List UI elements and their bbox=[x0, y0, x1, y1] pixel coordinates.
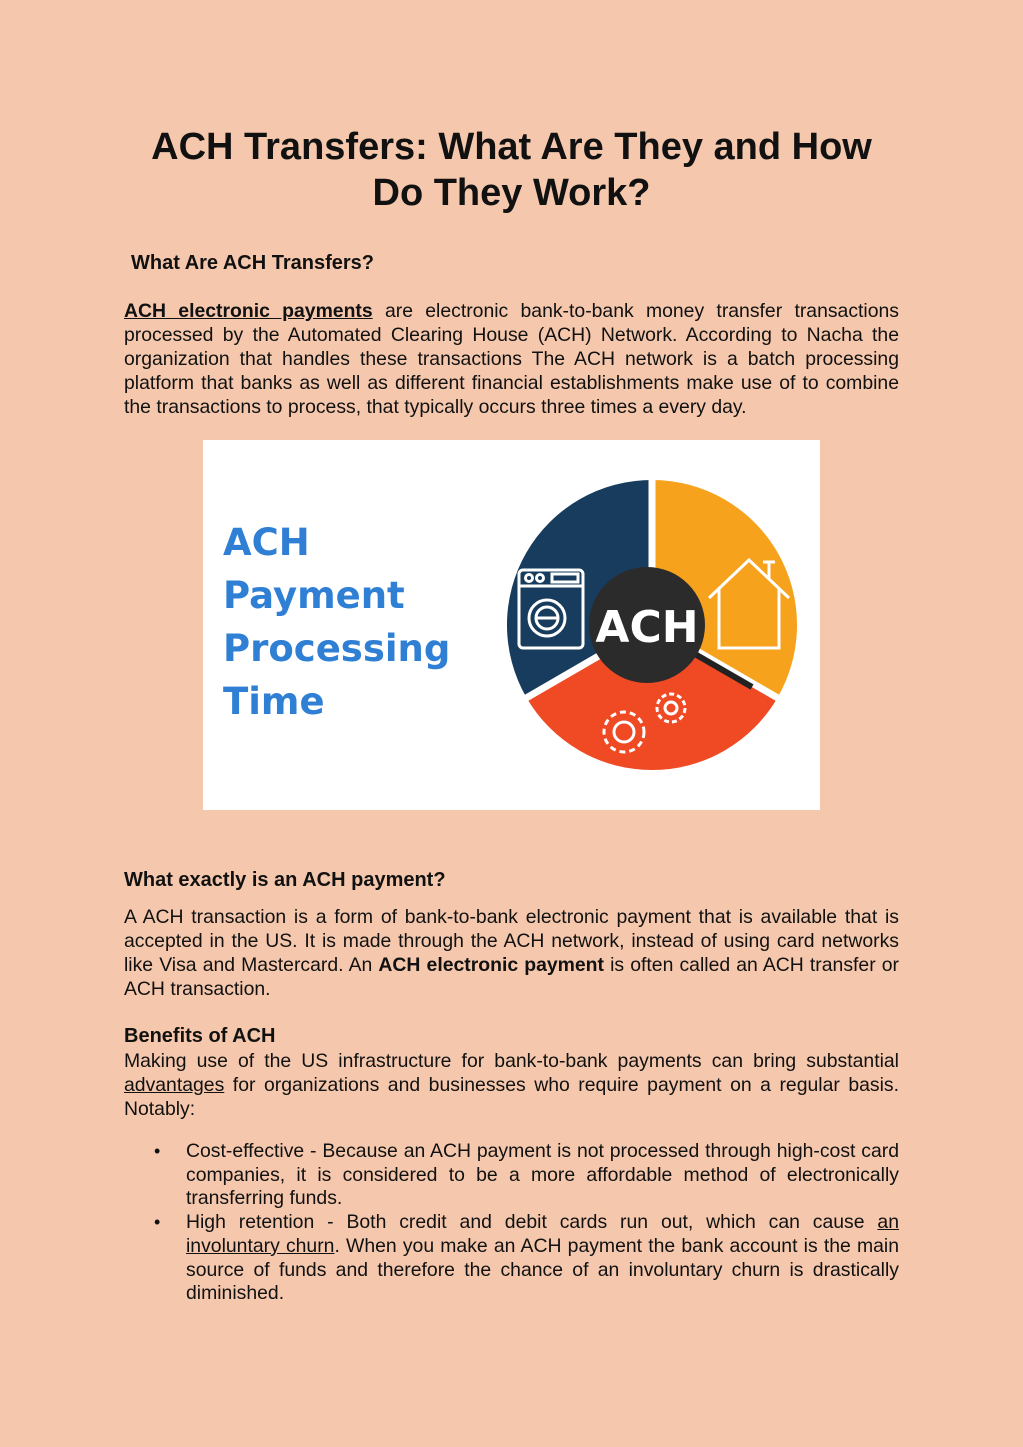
ach-payment-paragraph bbox=[124, 905, 899, 1001]
bullet-cost-effective: Cost-effective - Because an ACH payment is not processed through high-cost card companies, it is considered to be a more affordable method of electronically transferring funds. bbox=[186, 1140, 899, 1210]
heading-what-are-ach-transfers: What Are ACH Transfers? bbox=[131, 252, 375, 274]
intro-text: are electronic bank-to-bank money transfer transactions processed by the Automated Clearing House (ACH) Network. According to Nacha the organization that handles these transactions The ACH network is a batch processing platform that banks as well as different financial establishments make use of to combine the transactions to process, that typically occurs three times a every day. bbox=[124, 300, 899, 418]
heading-benefits-of-ach: Benefits of ACH bbox=[124, 1025, 276, 1047]
ach-electronic-payments-link[interactable]: ACH electronic payments bbox=[124, 300, 373, 322]
ach-electronic-payment-bold: ACH electronic payment bbox=[378, 954, 604, 976]
figure-line-3: Processing bbox=[223, 627, 451, 670]
intro-paragraph bbox=[124, 299, 899, 419]
benefits-text-2: for organizations and businesses who require payment on a regular basis. Notably: bbox=[124, 1074, 899, 1120]
title-line-1: ACH Transfers: What Are They and How bbox=[151, 126, 872, 168]
ach-payment-text-1: A ACH transaction is a form of bank-to-bank electronic payment that is available that is accepted in the US. It is made through the ACH network, instead of using card networks like Visa and Mastercard. An bbox=[124, 906, 899, 976]
heading-what-is-ach-payment: What exactly is an ACH payment? bbox=[124, 869, 446, 891]
page-title bbox=[100, 124, 923, 216]
figure-line-4: Time bbox=[223, 680, 325, 723]
involuntary-churn-link[interactable]: an involuntary churn bbox=[186, 1211, 899, 1257]
ach-wheel bbox=[497, 470, 807, 780]
benefits-paragraph bbox=[124, 1049, 899, 1121]
bullet-high-retention-text-2: . When you make an ACH payment the bank account is the main source of funds and therefore the chance of an involuntary churn is drastically diminished. bbox=[186, 1234, 899, 1305]
list-item bbox=[124, 1211, 899, 1306]
list-item bbox=[124, 1140, 899, 1211]
figure-line-1: ACH bbox=[223, 521, 310, 564]
wheel-center-label: ACH bbox=[595, 602, 699, 653]
benefits-text-1: Making use of the US infrastructure for bank-to-bank payments can bring substantial bbox=[124, 1050, 899, 1072]
figure-line-2: Payment bbox=[223, 574, 405, 617]
ach-processing-figure bbox=[203, 440, 820, 810]
advantages-link[interactable]: advantages bbox=[124, 1074, 225, 1096]
figure-caption bbox=[223, 516, 450, 728]
bullet-high-retention-text-1: High retention - Both credit and debit cards run out, which can cause bbox=[186, 1211, 878, 1234]
benefits-list bbox=[124, 1140, 899, 1306]
ach-payment-text-2: is often called an ACH transfer or ACH transaction. bbox=[124, 954, 899, 1000]
title-line-2: Do They Work? bbox=[372, 172, 651, 214]
